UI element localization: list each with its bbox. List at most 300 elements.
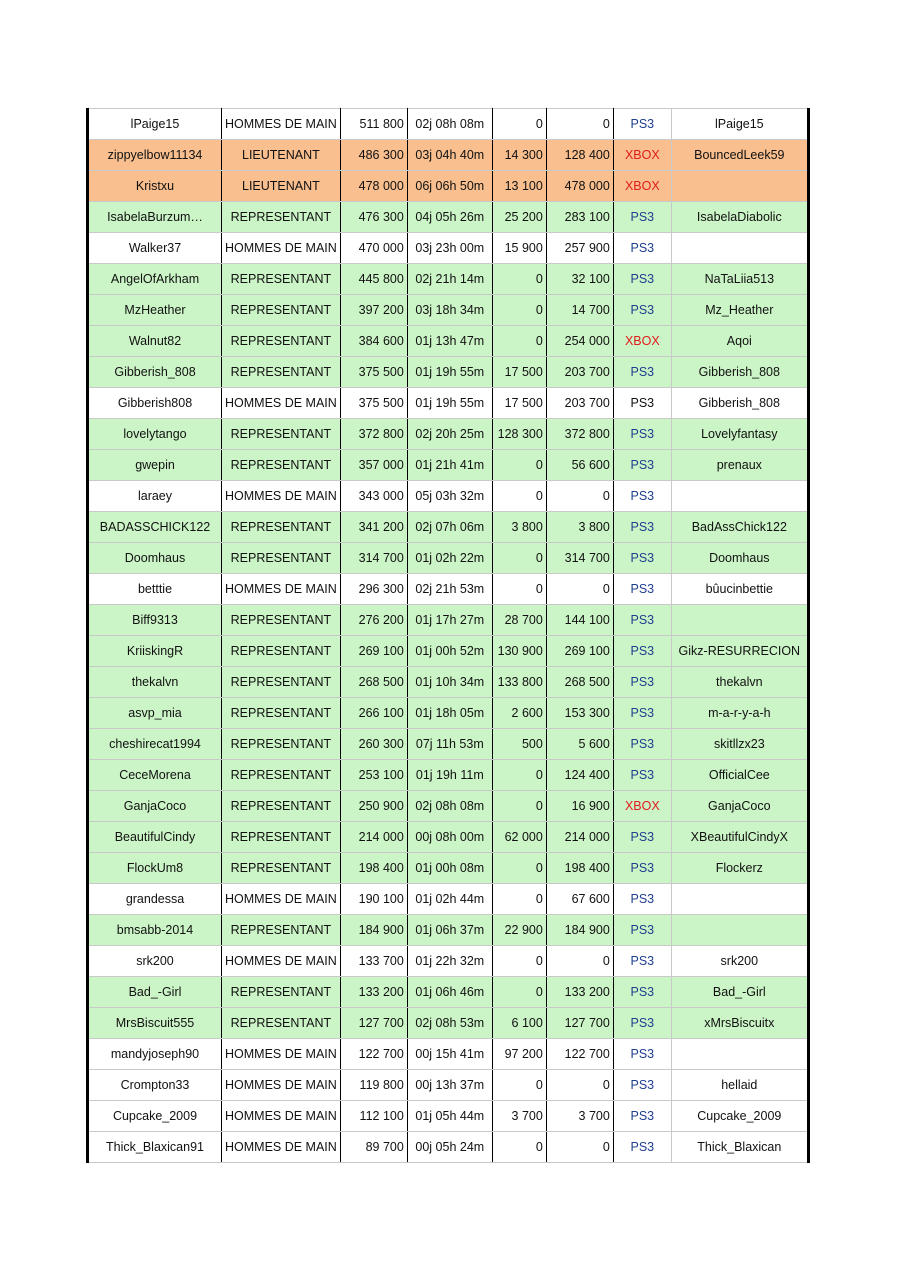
platform-cell: PS3 xyxy=(613,450,671,481)
platform-cell: XBOX xyxy=(613,140,671,171)
playtime-cell: 04j 05h 26m xyxy=(407,202,492,233)
playtime-cell: 01j 02h 22m xyxy=(407,543,492,574)
value-b-cell: 3 700 xyxy=(546,1101,613,1132)
playtime-cell: 01j 19h 55m xyxy=(407,388,492,419)
value-b-cell: 0 xyxy=(546,1132,613,1163)
gamertag-cell: Flockerz xyxy=(671,853,808,884)
playtime-cell: 01j 18h 05m xyxy=(407,698,492,729)
score-cell: 214 000 xyxy=(340,822,407,853)
value-a-cell: 0 xyxy=(492,450,546,481)
playtime-cell: 01j 19h 11m xyxy=(407,760,492,791)
value-a-cell: 0 xyxy=(492,481,546,512)
value-a-cell: 15 900 xyxy=(492,233,546,264)
score-cell: 375 500 xyxy=(340,388,407,419)
value-b-cell: 0 xyxy=(546,109,613,140)
gamertag-cell xyxy=(671,605,808,636)
player-name-cell: Thick_Blaxican91 xyxy=(88,1132,222,1163)
platform-cell: PS3 xyxy=(613,202,671,233)
platform-cell: PS3 xyxy=(613,481,671,512)
gamertag-cell: NaTaLiia513 xyxy=(671,264,808,295)
value-b-cell: 257 900 xyxy=(546,233,613,264)
value-a-cell: 0 xyxy=(492,884,546,915)
score-cell: 375 500 xyxy=(340,357,407,388)
table-row xyxy=(88,388,809,419)
platform-cell: PS3 xyxy=(613,295,671,326)
rank-cell: REPRESENTANT xyxy=(222,543,341,574)
gamertag-cell: thekalvn xyxy=(671,667,808,698)
value-b-cell: 67 600 xyxy=(546,884,613,915)
value-b-cell: 0 xyxy=(546,946,613,977)
platform-cell: PS3 xyxy=(613,543,671,574)
rank-cell: REPRESENTANT xyxy=(222,295,341,326)
value-b-cell: 56 600 xyxy=(546,450,613,481)
gamertag-cell: Bad_-Girl xyxy=(671,977,808,1008)
playtime-cell: 01j 19h 55m xyxy=(407,357,492,388)
value-a-cell: 130 900 xyxy=(492,636,546,667)
gamertag-cell: Cupcake_2009 xyxy=(671,1101,808,1132)
playtime-cell: 02j 07h 06m xyxy=(407,512,492,543)
score-cell: 511 800 xyxy=(340,109,407,140)
playtime-cell: 05j 03h 32m xyxy=(407,481,492,512)
gamertag-cell: Gikz-RESURRECION xyxy=(671,636,808,667)
value-b-cell: 203 700 xyxy=(546,357,613,388)
gamertag-cell: lPaige15 xyxy=(671,109,808,140)
gamertag-cell: Gibberish_808 xyxy=(671,388,808,419)
value-a-cell: 0 xyxy=(492,1132,546,1163)
rank-cell: REPRESENTANT xyxy=(222,822,341,853)
gamertag-cell: prenaux xyxy=(671,450,808,481)
table-row xyxy=(88,729,809,760)
platform-cell: PS3 xyxy=(613,1008,671,1039)
playtime-cell: 01j 00h 08m xyxy=(407,853,492,884)
value-b-cell: 283 100 xyxy=(546,202,613,233)
rank-cell: HOMMES DE MAIN xyxy=(222,884,341,915)
gamertag-cell: m-a-r-y-a-h xyxy=(671,698,808,729)
table-row xyxy=(88,574,809,605)
value-a-cell: 3 700 xyxy=(492,1101,546,1132)
playtime-cell: 01j 06h 46m xyxy=(407,977,492,1008)
table-row xyxy=(88,915,809,946)
score-cell: 341 200 xyxy=(340,512,407,543)
platform-cell: PS3 xyxy=(613,698,671,729)
value-b-cell: 214 000 xyxy=(546,822,613,853)
playtime-cell: 06j 06h 50m xyxy=(407,171,492,202)
value-b-cell: 254 000 xyxy=(546,326,613,357)
score-cell: 89 700 xyxy=(340,1132,407,1163)
value-b-cell: 127 700 xyxy=(546,1008,613,1039)
player-name-cell: zippyelbow11134 xyxy=(88,140,222,171)
table-row xyxy=(88,1101,809,1132)
value-a-cell: 97 200 xyxy=(492,1039,546,1070)
platform-cell: PS3 xyxy=(613,109,671,140)
platform-cell: PS3 xyxy=(613,419,671,450)
player-name-cell: gwepin xyxy=(88,450,222,481)
score-cell: 266 100 xyxy=(340,698,407,729)
gamertag-cell xyxy=(671,1039,808,1070)
gamertag-cell: Doomhaus xyxy=(671,543,808,574)
platform-cell: PS3 xyxy=(613,357,671,388)
player-name-cell: Bad_-Girl xyxy=(88,977,222,1008)
value-a-cell: 17 500 xyxy=(492,357,546,388)
gamertag-cell: bûucinbettie xyxy=(671,574,808,605)
score-cell: 122 700 xyxy=(340,1039,407,1070)
player-name-cell: asvp_mia xyxy=(88,698,222,729)
score-cell: 343 000 xyxy=(340,481,407,512)
score-cell: 133 700 xyxy=(340,946,407,977)
value-a-cell: 0 xyxy=(492,946,546,977)
table-row xyxy=(88,1070,809,1101)
platform-cell: PS3 xyxy=(613,760,671,791)
player-name-cell: Biff9313 xyxy=(88,605,222,636)
platform-cell: PS3 xyxy=(613,605,671,636)
playtime-cell: 07j 11h 53m xyxy=(407,729,492,760)
score-cell: 119 800 xyxy=(340,1070,407,1101)
score-cell: 276 200 xyxy=(340,605,407,636)
gamertag-cell: skitllzx23 xyxy=(671,729,808,760)
platform-cell: PS3 xyxy=(613,822,671,853)
value-a-cell: 0 xyxy=(492,326,546,357)
rank-cell: HOMMES DE MAIN xyxy=(222,1039,341,1070)
score-cell: 190 100 xyxy=(340,884,407,915)
platform-cell: PS3 xyxy=(613,884,671,915)
score-cell: 184 900 xyxy=(340,915,407,946)
platform-cell: PS3 xyxy=(613,667,671,698)
table-row xyxy=(88,1008,809,1039)
playtime-cell: 00j 08h 00m xyxy=(407,822,492,853)
player-name-cell: lPaige15 xyxy=(88,109,222,140)
value-b-cell: 124 400 xyxy=(546,760,613,791)
rank-cell: HOMMES DE MAIN xyxy=(222,481,341,512)
player-name-cell: MrsBiscuit555 xyxy=(88,1008,222,1039)
value-a-cell: 25 200 xyxy=(492,202,546,233)
gamertag-cell: BouncedLeek59 xyxy=(671,140,808,171)
value-a-cell: 133 800 xyxy=(492,667,546,698)
value-a-cell: 0 xyxy=(492,543,546,574)
gamertag-cell: Aqoi xyxy=(671,326,808,357)
table-row xyxy=(88,543,809,574)
rank-cell: HOMMES DE MAIN xyxy=(222,1132,341,1163)
playtime-cell: 01j 00h 52m xyxy=(407,636,492,667)
player-name-cell: lovelytango xyxy=(88,419,222,450)
gamertag-cell: Thick_Blaxican xyxy=(671,1132,808,1163)
player-name-cell: KriiskingR xyxy=(88,636,222,667)
table-row xyxy=(88,636,809,667)
value-a-cell: 0 xyxy=(492,264,546,295)
value-a-cell: 0 xyxy=(492,791,546,822)
value-b-cell: 128 400 xyxy=(546,140,613,171)
rank-cell: REPRESENTANT xyxy=(222,977,341,1008)
playtime-cell: 00j 13h 37m xyxy=(407,1070,492,1101)
score-cell: 269 100 xyxy=(340,636,407,667)
rank-cell: REPRESENTANT xyxy=(222,419,341,450)
player-name-cell: BADASSCHICK122 xyxy=(88,512,222,543)
rank-cell: REPRESENTANT xyxy=(222,264,341,295)
rank-cell: REPRESENTANT xyxy=(222,326,341,357)
rank-cell: REPRESENTANT xyxy=(222,1008,341,1039)
table-row xyxy=(88,202,809,233)
table-row xyxy=(88,512,809,543)
gamertag-cell: IsabelaDiabolic xyxy=(671,202,808,233)
table-row xyxy=(88,233,809,264)
gamertag-cell: hellaid xyxy=(671,1070,808,1101)
player-name-cell: laraey xyxy=(88,481,222,512)
score-cell: 476 300 xyxy=(340,202,407,233)
table-row xyxy=(88,481,809,512)
value-b-cell: 0 xyxy=(546,1070,613,1101)
value-a-cell: 0 xyxy=(492,574,546,605)
player-name-cell: Walnut82 xyxy=(88,326,222,357)
value-a-cell: 0 xyxy=(492,853,546,884)
member-table-body xyxy=(88,109,809,1163)
value-b-cell: 16 900 xyxy=(546,791,613,822)
table-row xyxy=(88,1039,809,1070)
player-name-cell: Cupcake_2009 xyxy=(88,1101,222,1132)
playtime-cell: 03j 18h 34m xyxy=(407,295,492,326)
platform-cell: PS3 xyxy=(613,1070,671,1101)
table-row xyxy=(88,977,809,1008)
value-b-cell: 153 300 xyxy=(546,698,613,729)
platform-cell: PS3 xyxy=(613,1132,671,1163)
platform-cell: XBOX xyxy=(613,791,671,822)
score-cell: 478 000 xyxy=(340,171,407,202)
table-row xyxy=(88,450,809,481)
rank-cell: HOMMES DE MAIN xyxy=(222,574,341,605)
gamertag-cell: XBeautifulCindyX xyxy=(671,822,808,853)
rank-cell: REPRESENTANT xyxy=(222,853,341,884)
rank-cell: REPRESENTANT xyxy=(222,202,341,233)
platform-cell: XBOX xyxy=(613,326,671,357)
value-a-cell: 3 800 xyxy=(492,512,546,543)
score-cell: 445 800 xyxy=(340,264,407,295)
player-name-cell: MzHeather xyxy=(88,295,222,326)
rank-cell: REPRESENTANT xyxy=(222,698,341,729)
playtime-cell: 01j 05h 44m xyxy=(407,1101,492,1132)
table-row xyxy=(88,419,809,450)
score-cell: 112 100 xyxy=(340,1101,407,1132)
table-row xyxy=(88,791,809,822)
platform-cell: PS3 xyxy=(613,946,671,977)
value-a-cell: 0 xyxy=(492,760,546,791)
rank-cell: REPRESENTANT xyxy=(222,357,341,388)
player-name-cell: betttie xyxy=(88,574,222,605)
value-a-cell: 22 900 xyxy=(492,915,546,946)
gamertag-cell xyxy=(671,915,808,946)
rank-cell: REPRESENTANT xyxy=(222,450,341,481)
score-cell: 127 700 xyxy=(340,1008,407,1039)
platform-cell: PS3 xyxy=(613,1039,671,1070)
gamertag-cell xyxy=(671,481,808,512)
rank-cell: REPRESENTANT xyxy=(222,915,341,946)
rank-cell: REPRESENTANT xyxy=(222,605,341,636)
table-row xyxy=(88,698,809,729)
playtime-cell: 02j 08h 08m xyxy=(407,109,492,140)
player-name-cell: BeautifulCindy xyxy=(88,822,222,853)
member-table xyxy=(86,108,810,1163)
rank-cell: LIEUTENANT xyxy=(222,140,341,171)
value-a-cell: 0 xyxy=(492,977,546,1008)
value-b-cell: 133 200 xyxy=(546,977,613,1008)
value-b-cell: 268 500 xyxy=(546,667,613,698)
rank-cell: HOMMES DE MAIN xyxy=(222,233,341,264)
playtime-cell: 02j 21h 14m xyxy=(407,264,492,295)
value-b-cell: 0 xyxy=(546,481,613,512)
player-name-cell: Kristxu xyxy=(88,171,222,202)
rank-cell: HOMMES DE MAIN xyxy=(222,946,341,977)
platform-cell: PS3 xyxy=(613,1101,671,1132)
playtime-cell: 01j 21h 41m xyxy=(407,450,492,481)
value-b-cell: 203 700 xyxy=(546,388,613,419)
rank-cell: HOMMES DE MAIN xyxy=(222,109,341,140)
value-b-cell: 198 400 xyxy=(546,853,613,884)
player-name-cell: FlockUm8 xyxy=(88,853,222,884)
value-a-cell: 28 700 xyxy=(492,605,546,636)
player-name-cell: thekalvn xyxy=(88,667,222,698)
table-row xyxy=(88,1132,809,1163)
playtime-cell: 02j 20h 25m xyxy=(407,419,492,450)
value-a-cell: 13 100 xyxy=(492,171,546,202)
value-b-cell: 3 800 xyxy=(546,512,613,543)
gamertag-cell: BadAssChick122 xyxy=(671,512,808,543)
rank-cell: HOMMES DE MAIN xyxy=(222,1070,341,1101)
rank-cell: LIEUTENANT xyxy=(222,171,341,202)
value-b-cell: 32 100 xyxy=(546,264,613,295)
table-row xyxy=(88,946,809,977)
playtime-cell: 02j 08h 53m xyxy=(407,1008,492,1039)
playtime-cell: 03j 04h 40m xyxy=(407,140,492,171)
rank-cell: REPRESENTANT xyxy=(222,791,341,822)
value-a-cell: 62 000 xyxy=(492,822,546,853)
player-name-cell: CeceMorena xyxy=(88,760,222,791)
table-row xyxy=(88,853,809,884)
player-name-cell: srk200 xyxy=(88,946,222,977)
table-row xyxy=(88,326,809,357)
player-name-cell: cheshirecat1994 xyxy=(88,729,222,760)
gamertag-cell: srk200 xyxy=(671,946,808,977)
player-name-cell: Gibberish_808 xyxy=(88,357,222,388)
player-name-cell: AngelOfArkham xyxy=(88,264,222,295)
value-a-cell: 0 xyxy=(492,109,546,140)
platform-cell: PS3 xyxy=(613,264,671,295)
gamertag-cell: Mz_Heather xyxy=(671,295,808,326)
playtime-cell: 00j 05h 24m xyxy=(407,1132,492,1163)
table-row xyxy=(88,605,809,636)
score-cell: 384 600 xyxy=(340,326,407,357)
gamertag-cell xyxy=(671,171,808,202)
rank-cell: HOMMES DE MAIN xyxy=(222,388,341,419)
playtime-cell: 01j 17h 27m xyxy=(407,605,492,636)
gamertag-cell xyxy=(671,884,808,915)
value-a-cell: 17 500 xyxy=(492,388,546,419)
score-cell: 296 300 xyxy=(340,574,407,605)
score-cell: 357 000 xyxy=(340,450,407,481)
value-b-cell: 478 000 xyxy=(546,171,613,202)
player-name-cell: Walker37 xyxy=(88,233,222,264)
player-name-cell: Gibberish808 xyxy=(88,388,222,419)
platform-cell: PS3 xyxy=(613,636,671,667)
score-cell: 250 900 xyxy=(340,791,407,822)
gamertag-cell: GanjaCoco xyxy=(671,791,808,822)
gamertag-cell: Gibberish_808 xyxy=(671,357,808,388)
playtime-cell: 01j 02h 44m xyxy=(407,884,492,915)
table-row xyxy=(88,822,809,853)
value-a-cell: 0 xyxy=(492,295,546,326)
platform-cell: PS3 xyxy=(613,574,671,605)
platform-cell: XBOX xyxy=(613,171,671,202)
playtime-cell: 01j 06h 37m xyxy=(407,915,492,946)
value-a-cell: 128 300 xyxy=(492,419,546,450)
platform-cell: PS3 xyxy=(613,233,671,264)
playtime-cell: 02j 21h 53m xyxy=(407,574,492,605)
player-name-cell: Crompton33 xyxy=(88,1070,222,1101)
value-b-cell: 122 700 xyxy=(546,1039,613,1070)
platform-cell: PS3 xyxy=(613,388,671,419)
gamertag-cell: OfficialCee xyxy=(671,760,808,791)
score-cell: 133 200 xyxy=(340,977,407,1008)
score-cell: 253 100 xyxy=(340,760,407,791)
table-row xyxy=(88,171,809,202)
rank-cell: REPRESENTANT xyxy=(222,636,341,667)
score-cell: 372 800 xyxy=(340,419,407,450)
gamertag-cell: Lovelyfantasy xyxy=(671,419,808,450)
table-row xyxy=(88,109,809,140)
value-a-cell: 0 xyxy=(492,1070,546,1101)
value-a-cell: 500 xyxy=(492,729,546,760)
table-row xyxy=(88,140,809,171)
table-row xyxy=(88,295,809,326)
value-b-cell: 372 800 xyxy=(546,419,613,450)
score-cell: 486 300 xyxy=(340,140,407,171)
table-row xyxy=(88,760,809,791)
rank-cell: HOMMES DE MAIN xyxy=(222,1101,341,1132)
playtime-cell: 03j 23h 00m xyxy=(407,233,492,264)
playtime-cell: 00j 15h 41m xyxy=(407,1039,492,1070)
table-row xyxy=(88,357,809,388)
platform-cell: PS3 xyxy=(613,729,671,760)
player-name-cell: Doomhaus xyxy=(88,543,222,574)
rank-cell: REPRESENTANT xyxy=(222,729,341,760)
score-cell: 470 000 xyxy=(340,233,407,264)
gamertag-cell xyxy=(671,233,808,264)
value-b-cell: 5 600 xyxy=(546,729,613,760)
table-row xyxy=(88,667,809,698)
score-cell: 314 700 xyxy=(340,543,407,574)
rank-cell: REPRESENTANT xyxy=(222,667,341,698)
score-cell: 397 200 xyxy=(340,295,407,326)
value-b-cell: 144 100 xyxy=(546,605,613,636)
value-b-cell: 184 900 xyxy=(546,915,613,946)
platform-cell: PS3 xyxy=(613,977,671,1008)
platform-cell: PS3 xyxy=(613,915,671,946)
table-row xyxy=(88,264,809,295)
rank-cell: REPRESENTANT xyxy=(222,760,341,791)
playtime-cell: 01j 13h 47m xyxy=(407,326,492,357)
value-b-cell: 314 700 xyxy=(546,543,613,574)
rank-cell: REPRESENTANT xyxy=(222,512,341,543)
playtime-cell: 02j 08h 08m xyxy=(407,791,492,822)
platform-cell: PS3 xyxy=(613,853,671,884)
playtime-cell: 01j 10h 34m xyxy=(407,667,492,698)
value-b-cell: 269 100 xyxy=(546,636,613,667)
value-a-cell: 2 600 xyxy=(492,698,546,729)
score-cell: 268 500 xyxy=(340,667,407,698)
player-name-cell: grandessa xyxy=(88,884,222,915)
value-b-cell: 0 xyxy=(546,574,613,605)
gamertag-cell: xMrsBiscuitx xyxy=(671,1008,808,1039)
player-name-cell: GanjaCoco xyxy=(88,791,222,822)
table-row xyxy=(88,884,809,915)
player-name-cell: mandyjoseph90 xyxy=(88,1039,222,1070)
score-cell: 260 300 xyxy=(340,729,407,760)
